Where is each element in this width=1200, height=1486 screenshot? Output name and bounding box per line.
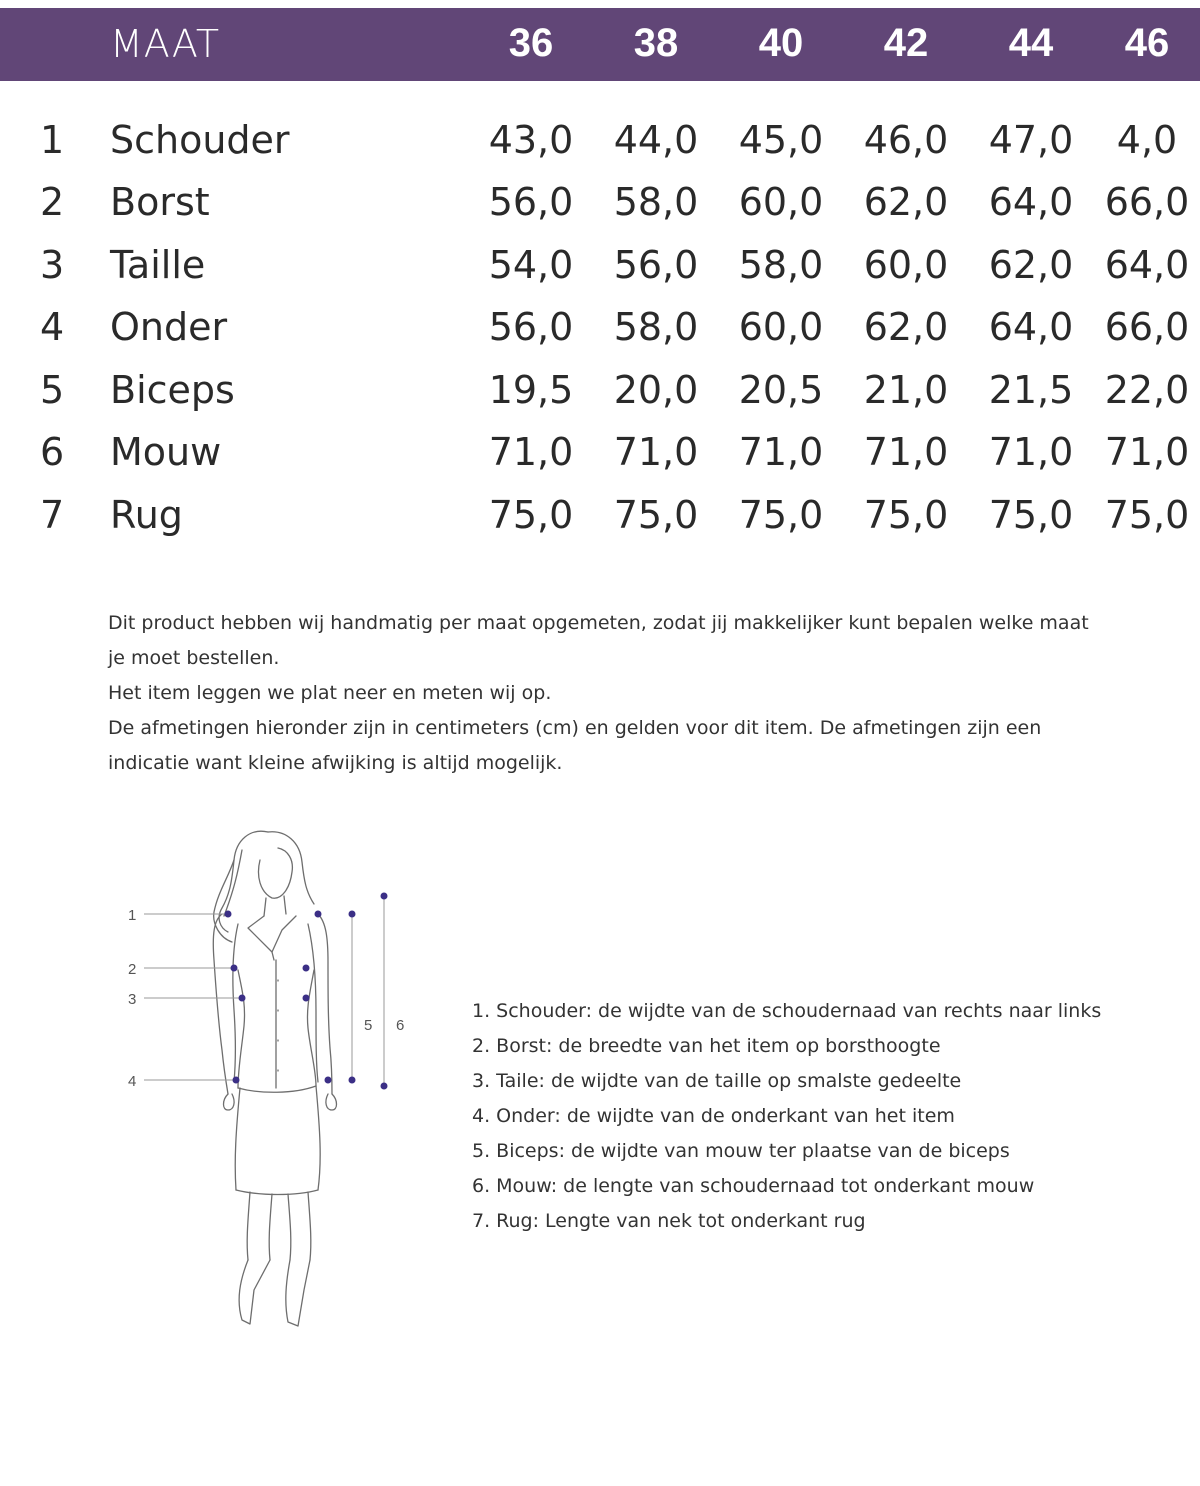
table-row bbox=[0, 484, 1200, 546]
table-row bbox=[0, 359, 1200, 421]
row-number: 7 bbox=[40, 493, 65, 537]
table-cell: 60,0 bbox=[738, 180, 824, 224]
table-cell: 75,0 bbox=[488, 493, 574, 537]
table-cell: 64,0 bbox=[988, 305, 1074, 349]
size-col-header: 42 bbox=[883, 21, 929, 65]
table-cell: 56,0 bbox=[613, 243, 699, 287]
marker-label: 3 bbox=[128, 991, 137, 1008]
row-label: Mouw bbox=[110, 430, 222, 474]
size-col-header: 38 bbox=[633, 21, 679, 65]
table-cell: 56,0 bbox=[488, 180, 574, 224]
table-cell: 64,0 bbox=[1104, 243, 1190, 287]
row-number: 2 bbox=[40, 180, 65, 224]
intro-paragraph: Dit product hebben wij handmatig per maat opgemeten, zodat jij makkelijker kunt bepalen welke maat je moet bestellen. bbox=[108, 612, 1089, 669]
table-cell: 58,0 bbox=[613, 180, 699, 224]
row-number: 3 bbox=[40, 243, 65, 287]
intro-text bbox=[108, 606, 1098, 781]
table-cell: 46,0 bbox=[863, 118, 949, 162]
intro-paragraph: De afmetingen hieronder zijn in centimeters (cm) en gelden voor dit item. De afmetingen zijn een indicatie want kleine afwijking is altijd mogelijk. bbox=[108, 717, 1042, 774]
row-label: Onder bbox=[110, 305, 228, 349]
table-cell: 75,0 bbox=[738, 493, 824, 537]
measurement-dots bbox=[225, 893, 388, 1090]
table-cell: 43,0 bbox=[488, 118, 574, 162]
table-cell: 71,0 bbox=[613, 430, 699, 474]
legend-item: 1. Schouder: de wijdte van de schoudernaad van rechts naar links bbox=[472, 1000, 1102, 1022]
table-cell: 75,0 bbox=[1104, 493, 1190, 537]
table-cell: 20,0 bbox=[613, 368, 699, 412]
table-cell: 71,0 bbox=[488, 430, 574, 474]
row-label: Schouder bbox=[110, 118, 290, 162]
table-cell: 19,5 bbox=[488, 368, 574, 412]
legend-item: 2. Borst: de breedte van het item op borsthoogte bbox=[472, 1035, 941, 1057]
table-cell: 66,0 bbox=[1104, 180, 1190, 224]
size-col-header: 36 bbox=[508, 21, 554, 65]
size-header-label: MAAT bbox=[110, 22, 221, 66]
row-label: Rug bbox=[110, 493, 183, 537]
table-cell: 58,0 bbox=[738, 243, 824, 287]
table-cell: 21,0 bbox=[863, 368, 949, 412]
table-cell: 66,0 bbox=[1104, 305, 1190, 349]
table-cell: 47,0 bbox=[988, 118, 1074, 162]
table-cell: 56,0 bbox=[488, 305, 574, 349]
table-cell: 62,0 bbox=[988, 243, 1074, 287]
legend-item: 5. Biceps: de wijdte van mouw ter plaatse van de biceps bbox=[472, 1140, 1010, 1162]
measurement-figure-illustration bbox=[110, 820, 440, 1350]
row-label: Borst bbox=[110, 180, 210, 224]
table-cell: 60,0 bbox=[738, 305, 824, 349]
table-cell: 58,0 bbox=[613, 305, 699, 349]
table-cell: 71,0 bbox=[1104, 430, 1190, 474]
row-label: Taille bbox=[110, 243, 206, 287]
table-row bbox=[0, 171, 1200, 233]
row-number: 5 bbox=[40, 368, 65, 412]
marker-label: 4 bbox=[128, 1073, 137, 1090]
table-cell: 21,5 bbox=[988, 368, 1074, 412]
row-number: 1 bbox=[40, 118, 65, 162]
table-cell: 62,0 bbox=[863, 180, 949, 224]
table-cell: 75,0 bbox=[863, 493, 949, 537]
table-cell: 75,0 bbox=[988, 493, 1074, 537]
table-cell: 22,0 bbox=[1104, 368, 1190, 412]
legend-item: 3. Taile: de wijdte van de taille op smalste gedeelte bbox=[472, 1070, 962, 1092]
guide-lines bbox=[144, 896, 384, 1086]
table-cell: 45,0 bbox=[738, 118, 824, 162]
table-cell: 60,0 bbox=[863, 243, 949, 287]
table-row bbox=[0, 296, 1200, 358]
row-number: 6 bbox=[40, 430, 65, 474]
row-label: Biceps bbox=[110, 368, 235, 412]
size-table-header bbox=[0, 8, 1200, 81]
table-cell: 62,0 bbox=[863, 305, 949, 349]
table-cell: 75,0 bbox=[613, 493, 699, 537]
size-col-header: 46 bbox=[1124, 21, 1170, 65]
marker-label: 2 bbox=[128, 961, 137, 978]
table-cell: 64,0 bbox=[988, 180, 1074, 224]
table-cell: 4,0 bbox=[1116, 118, 1178, 162]
measurement-legend bbox=[472, 994, 1152, 1239]
row-number: 4 bbox=[40, 305, 65, 349]
table-cell: 71,0 bbox=[988, 430, 1074, 474]
size-col-header: 40 bbox=[758, 21, 804, 65]
table-cell: 71,0 bbox=[863, 430, 949, 474]
table-cell: 44,0 bbox=[613, 118, 699, 162]
table-cell: 54,0 bbox=[488, 243, 574, 287]
marker-label: 6 bbox=[396, 1017, 405, 1034]
table-row bbox=[0, 234, 1200, 296]
legend-item: 6. Mouw: de lengte van schoudernaad tot onderkant mouw bbox=[472, 1175, 1035, 1197]
marker-label: 5 bbox=[364, 1017, 373, 1034]
legend-item: 4. Onder: de wijdte van de onderkant van het item bbox=[472, 1105, 955, 1127]
intro-paragraph: Het item leggen we plat neer en meten wij op. bbox=[108, 682, 552, 704]
table-row bbox=[0, 421, 1200, 483]
table-cell: 20,5 bbox=[738, 368, 824, 412]
table-row bbox=[0, 109, 1200, 171]
marker-label: 1 bbox=[128, 907, 137, 924]
figure-line-art bbox=[213, 831, 336, 1326]
legend-item: 7. Rug: Lengte van nek tot onderkant rug bbox=[472, 1210, 866, 1232]
table-cell: 71,0 bbox=[738, 430, 824, 474]
size-col-header: 44 bbox=[1008, 21, 1054, 65]
